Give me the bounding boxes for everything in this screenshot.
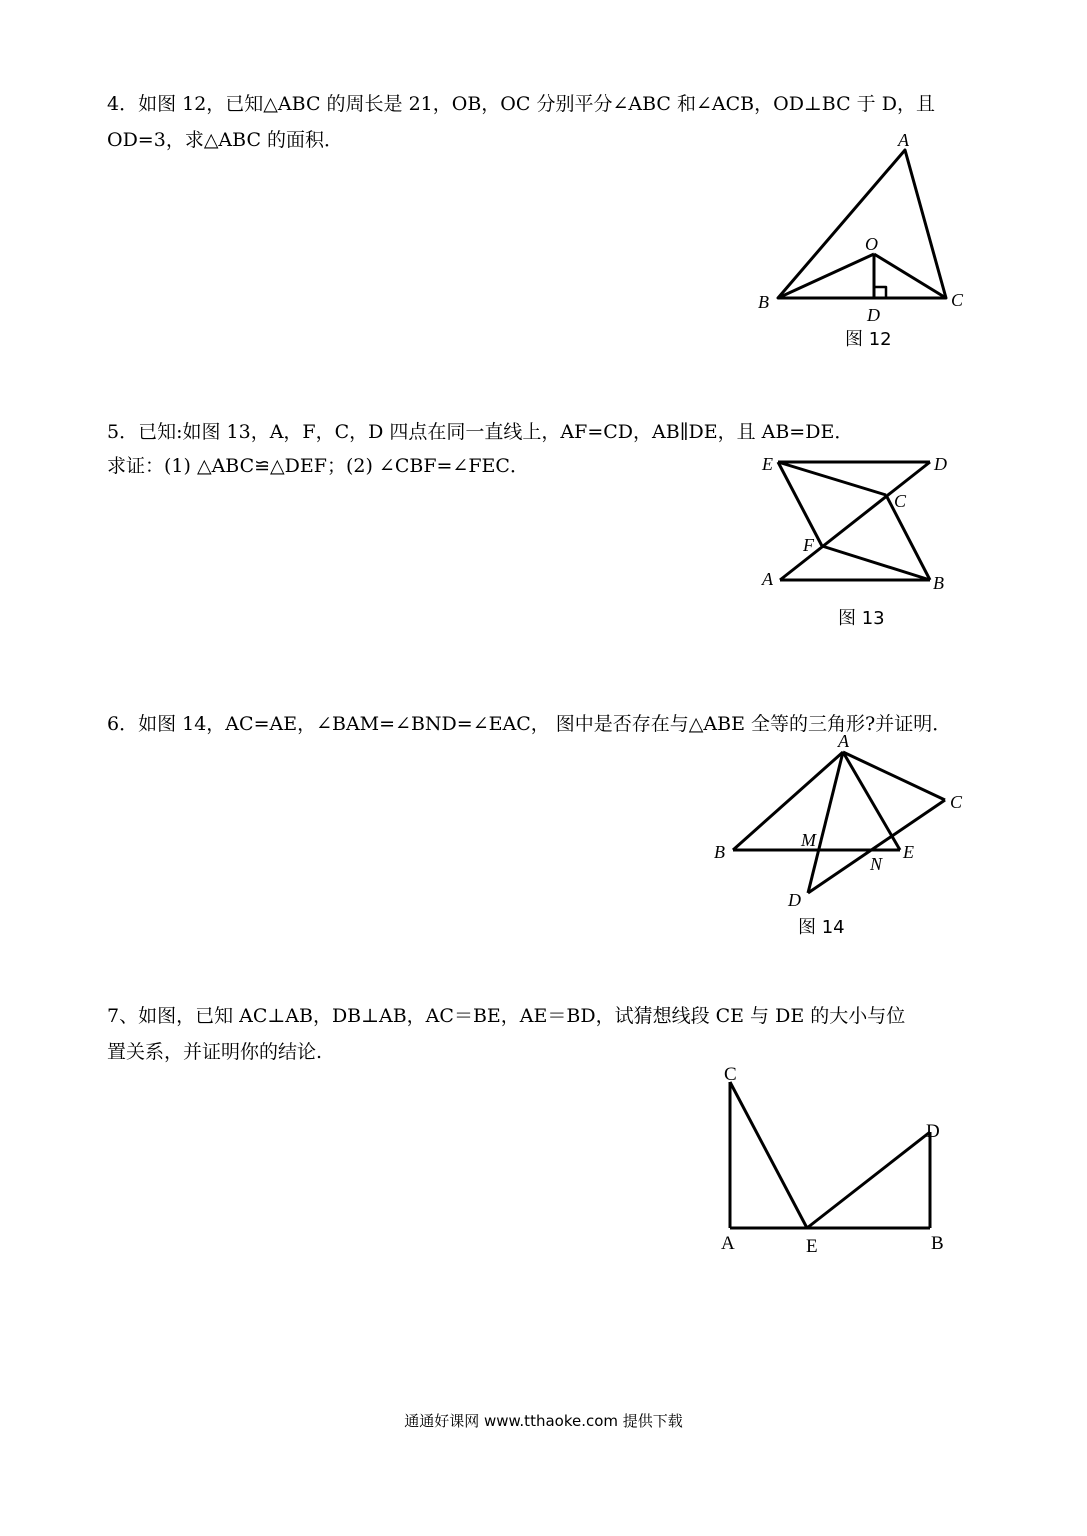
footer-source: 通通好课网 www.tthaoke.com 提供下载 [404, 1412, 683, 1430]
label-n: N [870, 854, 883, 874]
problem-5-line-1: 5．已知:如图 13，A，F，C，D 四点在同一直线上，AF=CD，AB∥DE，且 AB=DE． [107, 421, 854, 443]
caption-14: 图 14 [798, 917, 845, 938]
problem-4-line-1: 4．如图 12，已知△ABC 的周长是 21，OB，OC 分别平分∠ABC 和∠ACB，OD⊥BC 于 D，且 [107, 93, 935, 115]
problem-7-line-1: 7、如图，已知 AC⊥AB，DB⊥AB，AC＝BE，AE＝BD，试猜想线段 CE 与 DE 的大小与位 [107, 1005, 906, 1027]
segment-bo [778, 254, 874, 298]
label-b: B [933, 573, 944, 593]
problem-7-line-2: 置关系，并证明你的结论. [107, 1041, 323, 1063]
label-m: M [801, 830, 816, 850]
label-e: E [806, 1236, 818, 1257]
figure-7 [710, 1058, 970, 1268]
figure-14 [700, 725, 980, 945]
label-d: D [926, 1121, 940, 1142]
problem-6-line-1: 6．如图 14，AC=AE，∠BAM=∠BND=∠EAC， 图中是否存在与△ABE 全等的三角形?并证明． [107, 713, 952, 735]
segment-da [780, 462, 930, 580]
caption-12: 图 12 [845, 329, 892, 350]
label-d: D [867, 305, 880, 325]
label-c: C [951, 290, 964, 310]
label-c: C [950, 792, 963, 812]
right-angle-mark [874, 287, 886, 298]
label-d: D [934, 454, 947, 474]
figure-13 [740, 440, 980, 640]
label-f: F [803, 535, 814, 555]
label-c: C [724, 1064, 737, 1085]
label-d: D [788, 890, 801, 910]
label-a: A [838, 731, 849, 751]
label-a: A [762, 569, 773, 589]
figure-12 [740, 120, 980, 360]
triangle-abc [778, 150, 946, 298]
label-b: B [714, 842, 725, 862]
caption-13: 图 13 [838, 608, 885, 629]
problem-5-line-2: 求证：(1) △ABC≌△DEF；(2) ∠CBF=∠FEC． [107, 455, 529, 477]
label-c: C [894, 491, 907, 511]
segment-ed [807, 1132, 930, 1228]
segment-ce [730, 1082, 807, 1228]
label-b: B [931, 1233, 944, 1254]
problem-4-line-2: OD=3，求△ABC 的面积． [107, 129, 344, 151]
label-e: E [762, 454, 773, 474]
label-b: B [758, 292, 769, 312]
segment-ab [733, 752, 843, 850]
label-a: A [721, 1233, 735, 1254]
label-o: O [865, 234, 878, 254]
label-a: A [898, 130, 909, 150]
label-e: E [903, 842, 914, 862]
